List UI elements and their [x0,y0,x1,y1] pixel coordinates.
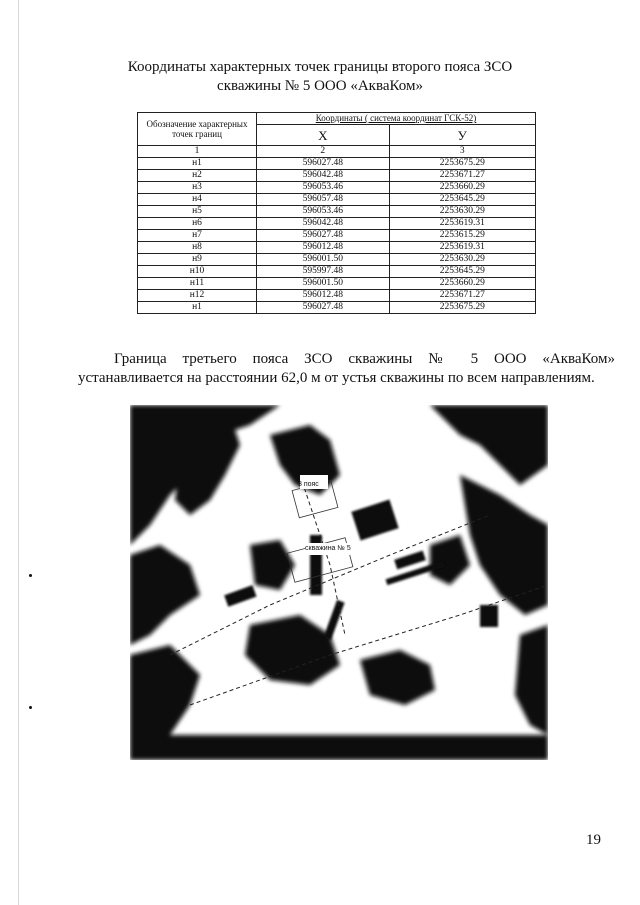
column-number-3: 3 [389,146,535,158]
document-title [0,58,640,96]
table-row [138,194,536,206]
cell-point-name: н2 [138,170,257,182]
table-row [138,242,536,254]
cell-y: 2253671.27 [389,170,535,182]
cell-x: 596053.46 [257,182,390,194]
cell-y: 2253675.29 [389,302,535,314]
cell-point-name: н10 [138,266,257,278]
cell-y: 2253660.29 [389,278,535,290]
cell-y: 2253645.29 [389,266,535,278]
cell-x: 595997.48 [257,266,390,278]
table-header-row [138,113,536,125]
header-x: Х [257,125,390,146]
cell-point-name: н7 [138,230,257,242]
column-number-1: 1 [138,146,257,158]
cell-x: 596057.48 [257,194,390,206]
page-number: 19 [586,832,601,848]
cell-point-name: н12 [138,290,257,302]
cell-y: 2253619.31 [389,218,535,230]
table-row [138,218,536,230]
header-point-name: Обозначение характерных точек границ [138,113,257,146]
map-label-well: скважина № 5 [305,545,351,552]
cell-x: 596027.48 [257,158,390,170]
paragraph-line-2: устанавливается на расстоянии 62,0 м от устья скважины по всем направлениям. [78,370,595,386]
table-row [138,158,536,170]
satellite-map-image [130,405,548,760]
cell-x: 596027.48 [257,302,390,314]
cell-y: 2253630.29 [389,254,535,266]
table-row [138,182,536,194]
cell-point-name: н11 [138,278,257,290]
header-coordinates [257,113,536,125]
cell-x: 596012.48 [257,242,390,254]
coordinates-table [137,112,536,314]
margin-mark [29,706,32,709]
cell-x: 596053.46 [257,206,390,218]
cell-x: 596042.48 [257,170,390,182]
cell-y: 2253675.29 [389,158,535,170]
cell-point-name: н8 [138,242,257,254]
column-number-2: 2 [257,146,390,158]
table-row [138,230,536,242]
cell-x: 596027.48 [257,230,390,242]
cell-point-name: н9 [138,254,257,266]
map-label-third-zone: 3 пояс [298,481,319,488]
third-zone-paragraph [78,350,615,388]
cell-point-name: н1 [138,302,257,314]
cell-x: 596012.48 [257,290,390,302]
table-column-number-row [138,146,536,158]
table-row [138,206,536,218]
cell-y: 2253615.29 [389,230,535,242]
cell-y: 2253645.29 [389,194,535,206]
table-row [138,266,536,278]
table-row [138,254,536,266]
cell-y: 2253671.27 [389,290,535,302]
cell-point-name: н4 [138,194,257,206]
page-edge-line [18,0,19,905]
title-line-1: Координаты характерных точек границы второго пояса ЗСО [127,59,513,75]
cell-y: 2253630.29 [389,206,535,218]
cell-x: 596042.48 [257,218,390,230]
cell-point-name: н6 [138,218,257,230]
map-photo-drawing [130,405,548,760]
paragraph-line-1: Граница третьего пояса ЗСО скважины № 5 ООО «АкваКом» [114,351,615,367]
margin-mark [29,574,32,577]
header-coordinates-text: Координаты ( система координат ГСК-52) [315,113,477,123]
cell-x: 596001.50 [257,278,390,290]
table-row [138,290,536,302]
cell-y: 2253660.29 [389,182,535,194]
cell-y: 2253619.31 [389,242,535,254]
cell-point-name: н1 [138,158,257,170]
table-row [138,302,536,314]
cell-point-name: н3 [138,182,257,194]
title-line-2: скважины № 5 ООО «АкваКом» [217,78,423,94]
cell-x: 596001.50 [257,254,390,266]
table-row [138,278,536,290]
cell-point-name: н5 [138,206,257,218]
header-y: У [389,125,535,146]
table-row [138,170,536,182]
